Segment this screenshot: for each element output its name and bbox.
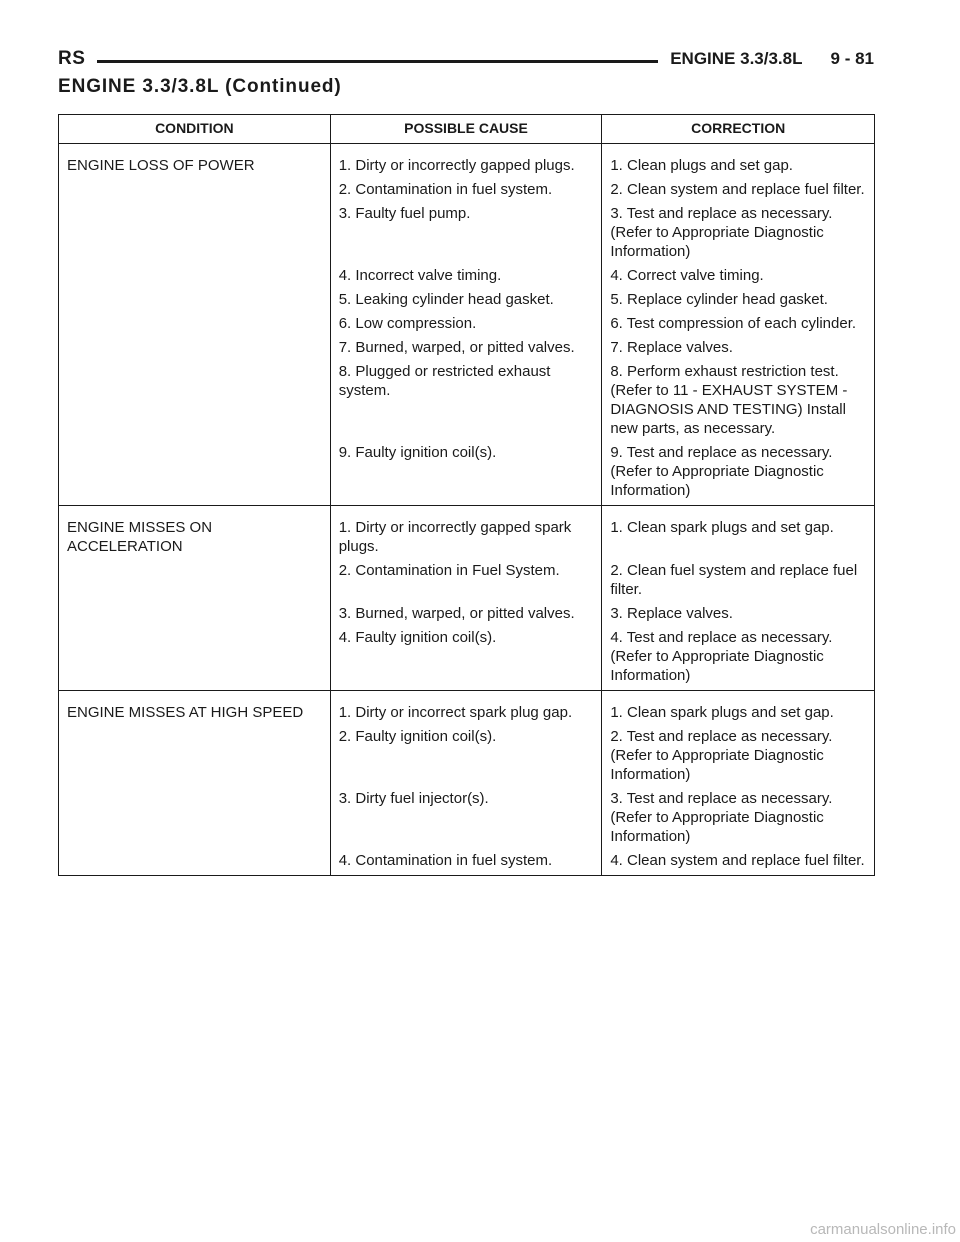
table-row — [59, 362, 875, 438]
correction-cell: 6. Test compression of each cylinder. — [602, 314, 875, 333]
diagnosis-table — [58, 114, 875, 876]
correction-cell: 3. Test and replace as necessary. (Refer to Appropriate Diagnostic Information) — [602, 204, 875, 261]
cause-cell: 2. Faulty ignition coil(s). — [330, 727, 602, 784]
condition-cell — [59, 604, 331, 623]
cause-cell: 2. Contamination in fuel system. — [330, 180, 602, 199]
correction-cell: 1. Clean spark plugs and set gap. — [602, 691, 875, 723]
watermark: carmanualsonline.info — [810, 1221, 956, 1238]
cause-cell: 1. Dirty or incorrect spark plug gap. — [330, 691, 602, 723]
section-title: ENGINE 3.3/3.8L (Continued) — [58, 76, 342, 97]
table-row — [59, 180, 875, 199]
table-row — [59, 851, 875, 876]
cause-cell: 4. Contamination in fuel system. — [330, 851, 602, 876]
condition-cell — [59, 628, 331, 691]
table-row — [59, 691, 875, 723]
correction-cell: 7. Replace valves. — [602, 338, 875, 357]
correction-cell: 2. Clean system and replace fuel filter. — [602, 180, 875, 199]
condition-cell: ENGINE MISSES ON ACCELERATION — [59, 506, 331, 557]
column-header-correction: CORRECTION — [602, 115, 875, 144]
correction-cell: 3. Test and replace as necessary. (Refer to Appropriate Diagnostic Information) — [602, 789, 875, 846]
table-body — [59, 144, 875, 876]
condition-cell: ENGINE LOSS OF POWER — [59, 144, 331, 176]
correction-cell: 4. Test and replace as necessary. (Refer to Appropriate Diagnostic Information) — [602, 628, 875, 691]
table-row — [59, 628, 875, 691]
correction-cell: 9. Test and replace as necessary. (Refer to Appropriate Diagnostic Information) — [602, 443, 875, 506]
condition-cell: ENGINE MISSES AT HIGH SPEED — [59, 691, 331, 723]
correction-cell: 5. Replace cylinder head gasket. — [602, 290, 875, 309]
cause-cell: 1. Dirty or incorrectly gapped spark plugs. — [330, 506, 602, 557]
condition-cell — [59, 338, 331, 357]
condition-cell — [59, 443, 331, 506]
cause-cell: 6. Low compression. — [330, 314, 602, 333]
table-row — [59, 314, 875, 333]
condition-cell — [59, 204, 331, 261]
cause-cell: 9. Faulty ignition coil(s). — [330, 443, 602, 506]
header-right-label: ENGINE 3.3/3.8L 9 - 81 — [670, 49, 874, 68]
table-row — [59, 604, 875, 623]
cause-cell: 5. Leaking cylinder head gasket. — [330, 290, 602, 309]
condition-cell — [59, 851, 331, 876]
table-header-row — [59, 115, 875, 144]
condition-cell — [59, 266, 331, 285]
table-row — [59, 506, 875, 557]
table-row — [59, 204, 875, 261]
cause-cell: 2. Contamination in Fuel System. — [330, 561, 602, 599]
correction-cell: 8. Perform exhaust restriction test. (Refer to 11 - EXHAUST SYSTEM - DIAGNOSIS AND TESTING) Install new parts, as necessary. — [602, 362, 875, 438]
table-row — [59, 561, 875, 599]
correction-cell: 4. Clean system and replace fuel filter. — [602, 851, 875, 876]
correction-cell: 1. Clean plugs and set gap. — [602, 144, 875, 176]
correction-cell: 1. Clean spark plugs and set gap. — [602, 506, 875, 557]
cause-cell: 4. Incorrect valve timing. — [330, 266, 602, 285]
condition-cell — [59, 727, 331, 784]
condition-cell — [59, 362, 331, 438]
header-rule — [97, 60, 658, 63]
cause-cell: 3. Burned, warped, or pitted valves. — [330, 604, 602, 623]
cause-cell: 1. Dirty or incorrectly gapped plugs. — [330, 144, 602, 176]
header-left-label: RS — [58, 48, 86, 69]
correction-cell: 4. Correct valve timing. — [602, 266, 875, 285]
condition-cell — [59, 561, 331, 599]
cause-cell: 3. Dirty fuel injector(s). — [330, 789, 602, 846]
table-row — [59, 338, 875, 357]
condition-cell — [59, 789, 331, 846]
condition-cell — [59, 290, 331, 309]
correction-cell: 3. Replace valves. — [602, 604, 875, 623]
page-header — [58, 44, 874, 74]
cause-cell: 3. Faulty fuel pump. — [330, 204, 602, 261]
table-row — [59, 789, 875, 846]
table-row — [59, 266, 875, 285]
cause-cell: 8. Plugged or restricted exhaust system. — [330, 362, 602, 438]
column-header-cause: POSSIBLE CAUSE — [330, 115, 602, 144]
table-row — [59, 290, 875, 309]
condition-cell — [59, 180, 331, 199]
correction-cell: 2. Test and replace as necessary. (Refer to Appropriate Diagnostic Information) — [602, 727, 875, 784]
table-row — [59, 144, 875, 176]
table-row — [59, 443, 875, 506]
cause-cell: 4. Faulty ignition coil(s). — [330, 628, 602, 691]
cause-cell: 7. Burned, warped, or pitted valves. — [330, 338, 602, 357]
table-row — [59, 727, 875, 784]
column-header-condition: CONDITION — [59, 115, 331, 144]
condition-cell — [59, 314, 331, 333]
correction-cell: 2. Clean fuel system and replace fuel filter. — [602, 561, 875, 599]
